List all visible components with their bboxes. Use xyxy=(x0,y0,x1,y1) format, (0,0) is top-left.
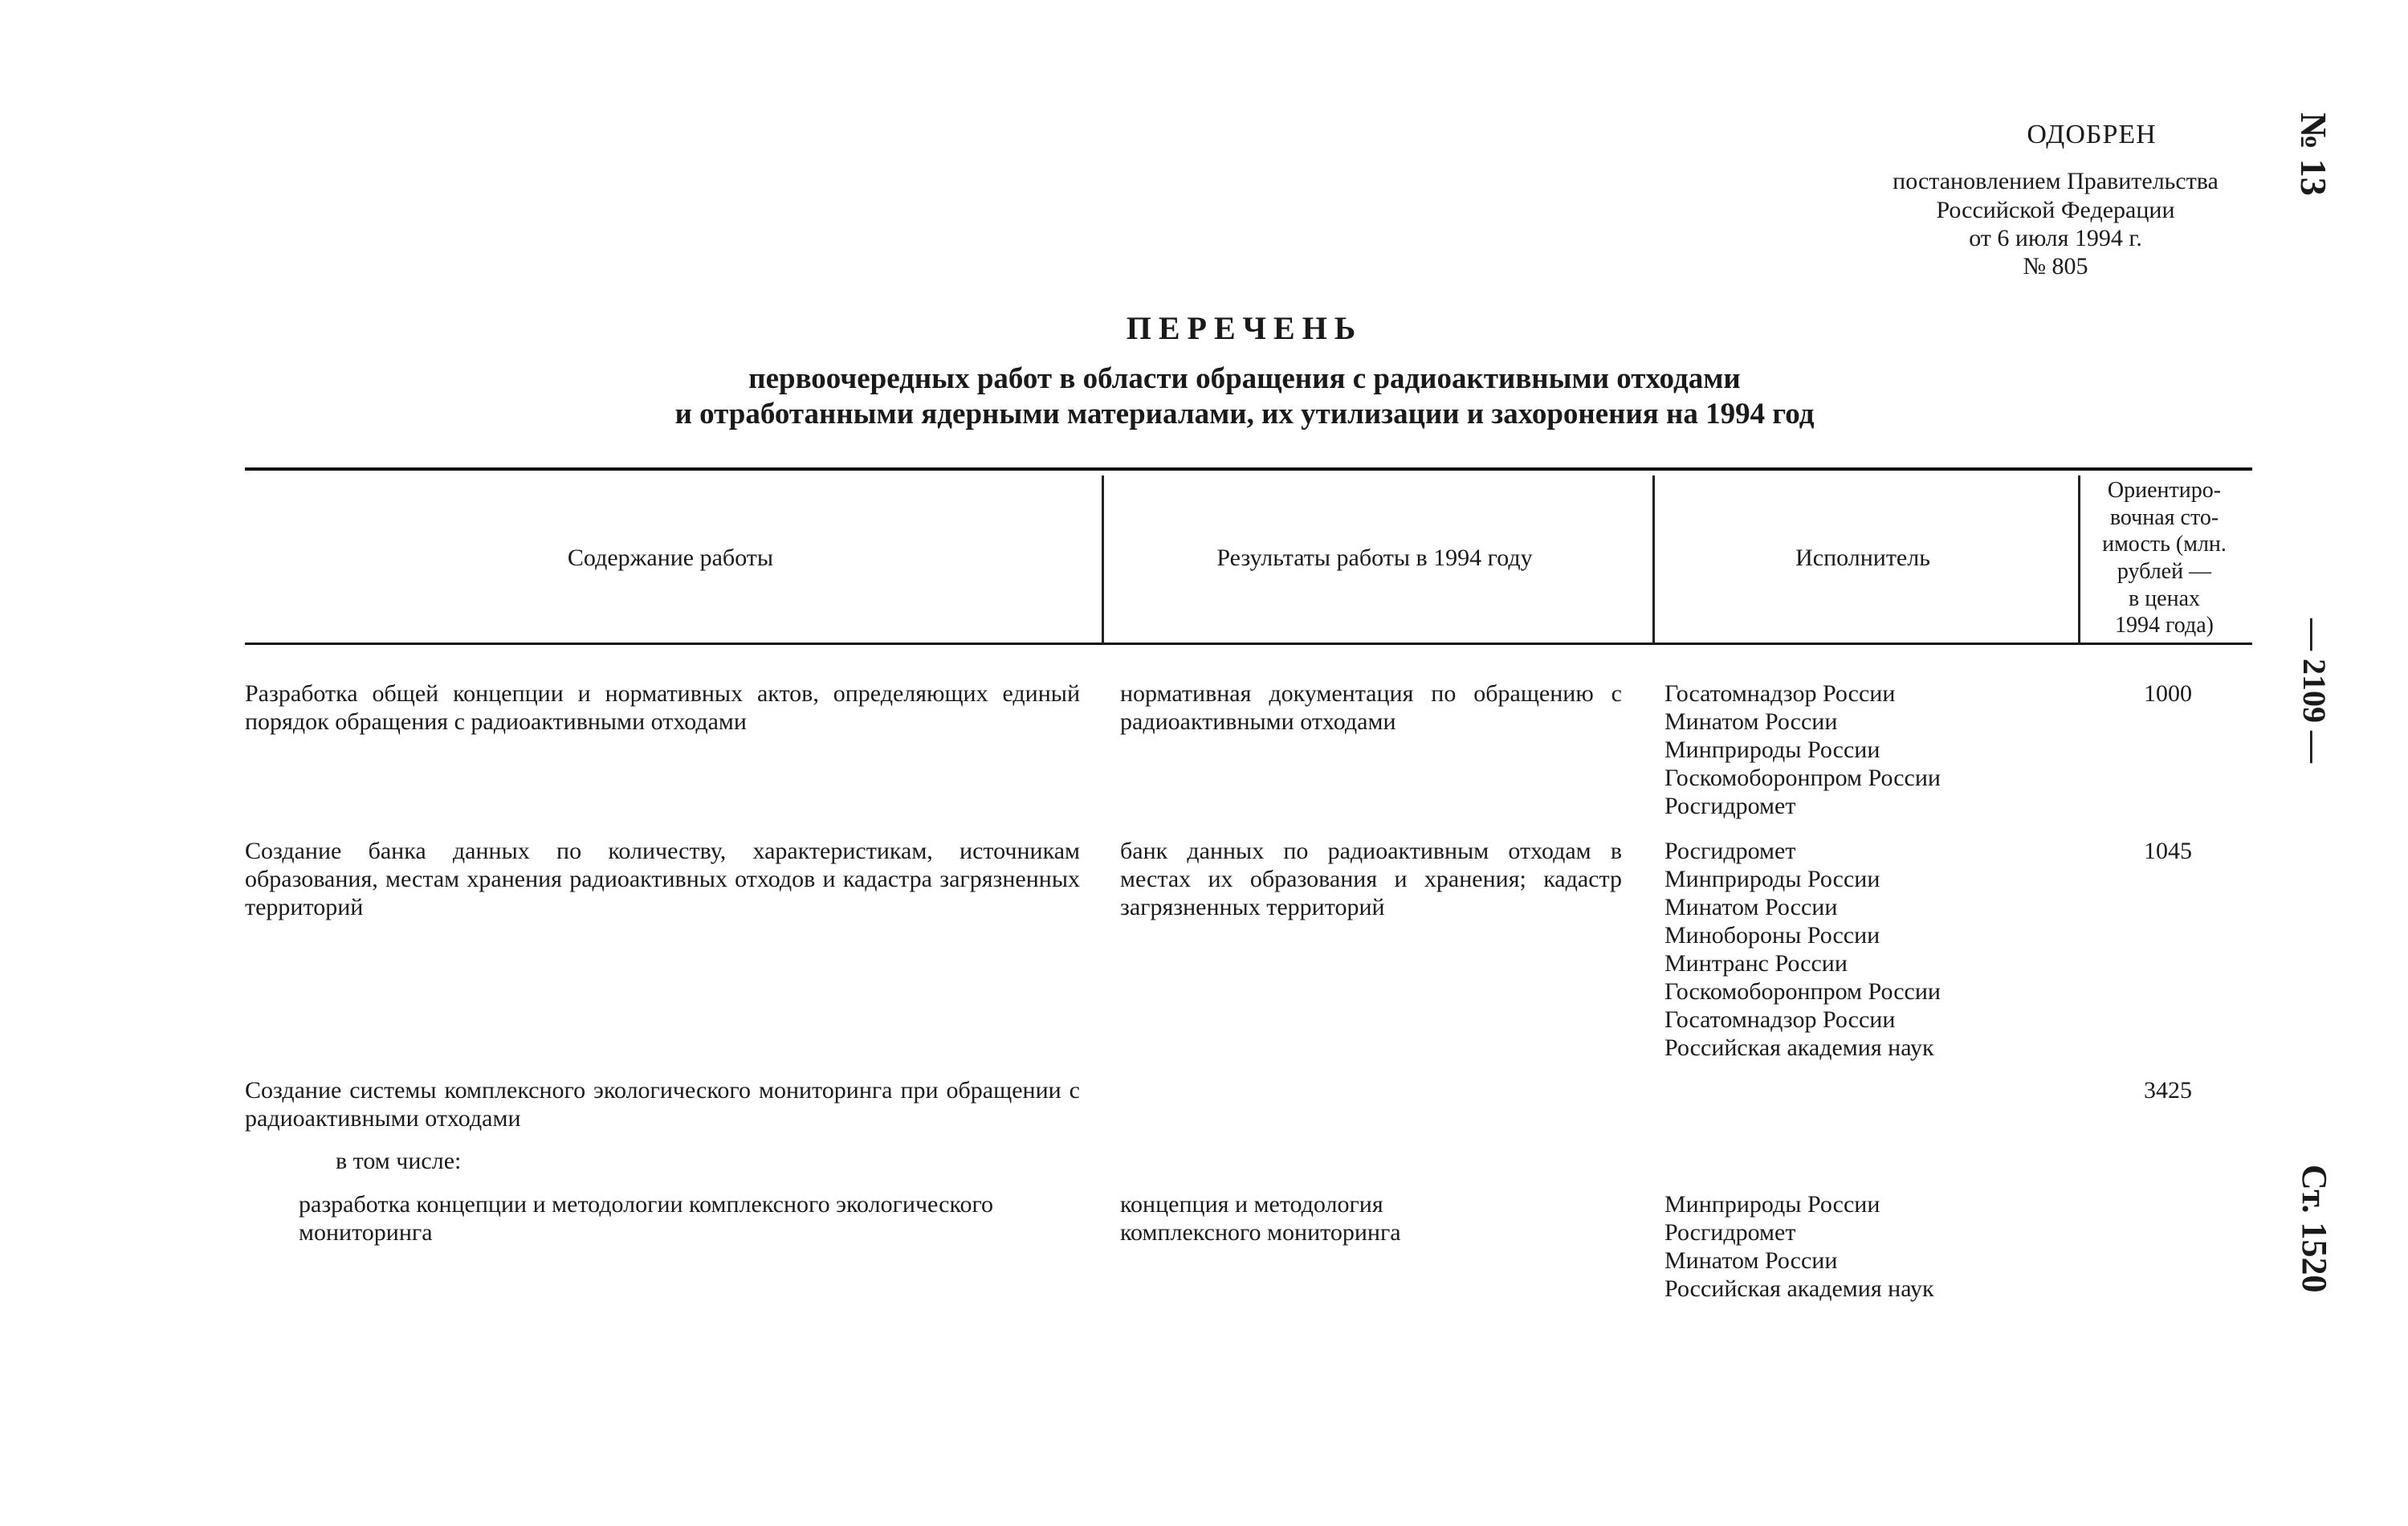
approval-line-1: постановлением Правительства xyxy=(1893,168,2219,195)
approval-block xyxy=(1807,119,2304,281)
row1-cost: 1000 xyxy=(2144,680,2192,707)
document-title: ПЕРЕЧЕНЬ xyxy=(1126,310,1363,346)
approval-line-3: от 6 июля 1994 г. xyxy=(1969,224,2142,251)
executor: Госкомоборонпром России xyxy=(1664,978,1941,1005)
row2-cost: 1045 xyxy=(2144,838,2192,864)
executor: Росгидромет xyxy=(1664,793,1796,819)
row2-executors xyxy=(1664,837,2082,1062)
header-cost-line: вочная сто- xyxy=(2109,504,2219,530)
approval-line-2: Российской Федерации xyxy=(1936,196,2175,223)
row3-sub-label: в том числе: xyxy=(336,1148,462,1174)
executor: Росгидромет xyxy=(1664,838,1796,864)
executor: Минатом России xyxy=(1664,1247,1838,1274)
row3-sub-executors xyxy=(1664,1190,2082,1303)
subtitle-line-1: первоочередных работ в области обращения с радиоактивными отходами xyxy=(748,362,1741,395)
approved-label: ОДОБРЕН xyxy=(2027,120,2157,149)
subtitle-line-2: и отработанными ядерными материалами, их утилизации и захоронения на 1994 год xyxy=(674,398,1815,431)
row1-results: нормативная документация по обращению с радиоактивными отходами xyxy=(1120,680,1622,735)
executor: Минприроды России xyxy=(1664,736,1880,763)
executor: Минприроды России xyxy=(1664,866,1880,892)
executor: Госатомнадзор России xyxy=(1664,1006,1896,1033)
executor: Российская академия наук xyxy=(1664,1275,1934,1302)
executor: Росгидромет xyxy=(1664,1219,1796,1246)
page-number: — 2109 — xyxy=(2296,618,2333,763)
header-cost xyxy=(2078,474,2251,643)
executor: Госатомнадзор России xyxy=(1664,680,1896,707)
document-subtitle xyxy=(241,361,2248,433)
row2-results: банк данных по радиоактивным отходам в местах их образования и хранения; кадастр загрязненных территорий xyxy=(1120,838,1622,920)
issue-number: № 13 xyxy=(2293,112,2334,196)
header-executor: Исполнитель xyxy=(1795,545,1930,571)
header-cost-line: имость (млн. xyxy=(2102,532,2227,557)
header-cost-line: 1994 года) xyxy=(2115,613,2214,639)
executor: Госкомоборонпром России xyxy=(1664,765,1941,791)
executor: Российская академия наук xyxy=(1664,1034,1934,1061)
header-cost-line: в ценах xyxy=(2128,586,2201,611)
header-cost-line: Ориентиро- xyxy=(2107,478,2222,504)
executor: Минтранс России xyxy=(1664,950,1848,977)
row1-content: Разработка общей концепции и нормативных актов, определяющих единый порядок обращения с радиоактивными отходами xyxy=(245,680,1080,735)
row2-content: Создание банка данных по количеству, характеристикам, источникам образования, местам хранения радиоактивных отходов и кадастра загрязненных территорий xyxy=(245,838,1080,920)
table-header-rule xyxy=(245,643,2252,645)
row3-sub-content: разработка концепции и методологии комплексного экологического мониторинга xyxy=(299,1191,994,1246)
approval-line-4: № 805 xyxy=(2023,253,2088,280)
executor: Минатом России xyxy=(1664,894,1838,920)
article-number: Ст. 1520 xyxy=(2295,1165,2334,1293)
executor: Минобороны России xyxy=(1664,922,1880,949)
header-content: Содержание работы xyxy=(567,545,774,571)
executor: Минатом России xyxy=(1664,708,1838,735)
table-top-rule xyxy=(245,467,2252,471)
row3-sub-results: концепция и методология комплексного мониторинга xyxy=(1120,1191,1401,1246)
header-results: Результаты работы в 1994 году xyxy=(1216,545,1533,571)
row1-executors xyxy=(1664,679,2082,820)
header-cost-line: рублей — xyxy=(2117,559,2212,584)
row3-cost: 3425 xyxy=(2144,1077,2192,1104)
executor: Минприроды России xyxy=(1664,1191,1880,1218)
row3-content: Создание системы комплексного экологического мониторинга при обращении с радиоактивными отходами xyxy=(245,1077,1080,1132)
